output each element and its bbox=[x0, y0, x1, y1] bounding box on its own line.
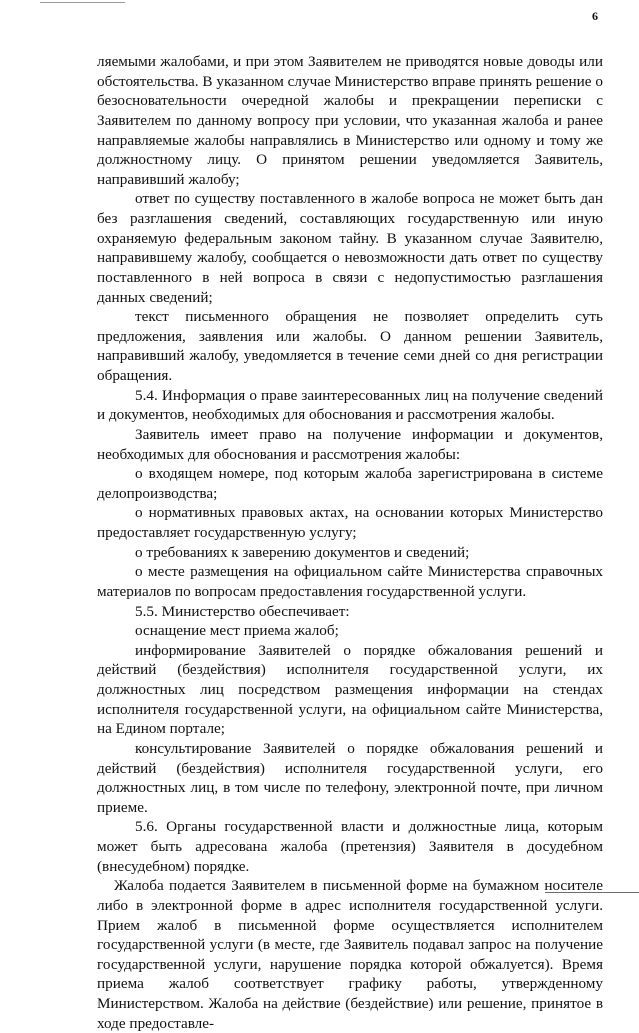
paragraph-4: 5.4. Информация о праве заинтересованных лиц на получение сведений и документов, необходимых для обоснования и рассмотрения жалобы. bbox=[97, 386, 603, 424]
paragraph-8: о требованиях к заверению документов и сведений; bbox=[135, 543, 470, 561]
scan-edge-line-bottom bbox=[545, 892, 639, 893]
body-text bbox=[97, 52, 603, 1033]
paragraph-1: ляемыми жалобами, и при этом Заявителем не приводятся новые доводы или обстоятельства. В указанном случае Министерство вправе принять решение о безосновательности очередной жалобы и прекращении переписки с Заявителем по данному вопросу при условии, что указанная жалоба и ранее направляемые жалобы направлялись в Министерство или одному и тому же должностному лицу. О принятом решении уведомляется Заявитель, направивший жалобу; bbox=[97, 53, 603, 188]
paragraph-6: о входящем номере, под которым жалоба зарегистрирована в системе делопроизводства; bbox=[97, 465, 603, 502]
paragraph-12: информирование Заявителей о порядке обжалования решений и действий (бездействия) исполнителя государственной услуги, их должностных лиц посредством размещения информации на стендах исполнителя государственной услуги, на официальном сайте Министерства, на Едином портале; bbox=[97, 641, 603, 738]
paragraph-11: оснащение мест приема жалоб; bbox=[135, 622, 339, 640]
paragraph-15: Жалоба подается Заявителем в письменной форме на бумажном носителе либо в электронной форме в адрес исполнителя государственной услуги. Прием жалоб в письменной форме осуществляется исполнителем государственной услуги (в месте, где Заявитель подавал запрос на получение государственной услуги, нарушение порядка которой обжалуется). Время приема жалоб соответствует графику работы, утвержденному Министерством. Жалоба на действие (бездействие) или решение, принятое в ходе предоставле- bbox=[97, 877, 603, 1032]
paragraph-10: 5.5. Министерство обеспечивает: bbox=[135, 602, 350, 620]
paragraph-14: 5.6. Органы государственной власти и должностные лица, которым может быть адресована жалоба (претензия) Заявителя в досудебном (внесудебном) порядке. bbox=[97, 818, 603, 875]
paragraph-5: Заявитель имеет право на получение информации и документов, необходимых для обоснования и рассмотрения жалобы: bbox=[97, 425, 603, 463]
paragraph-3: текст письменного обращения не позволяет определить суть предложения, заявления или жалобы. О данном решении Заявитель, направивший жалобу, уведомляется в течение семи дней со дня регистрации обращения. bbox=[97, 308, 603, 384]
scan-edge-line-top bbox=[40, 2, 125, 3]
paragraph-9: о месте размещения на официальном сайте Министерства справочных материалов по вопросам предоставления государственной услуги. bbox=[97, 563, 603, 600]
paragraph-2: ответ по существу поставленного в жалобе вопроса не может быть дан без разглашения сведений, составляющих государственную или иную охраняемую федеральным законом тайну. В указанном случае Заявителю, направившему жалобу, сообщается о невозможности дать ответ по существу поставленного в ней вопроса в связи с недопустимостью разглашения данных сведений; bbox=[97, 190, 603, 306]
page-number: 6 bbox=[592, 9, 598, 23]
paragraph-13: консультирование Заявителей о порядке обжалования решений и действий (бездействия) исполнителя государственной услуги, его должностных лиц, в том числе по телефону, электронной почте, при личном приеме. bbox=[97, 739, 603, 816]
paragraph-7: о нормативных правовых актах, на основании которых Министерство предоставляет государственную услугу; bbox=[97, 504, 603, 541]
